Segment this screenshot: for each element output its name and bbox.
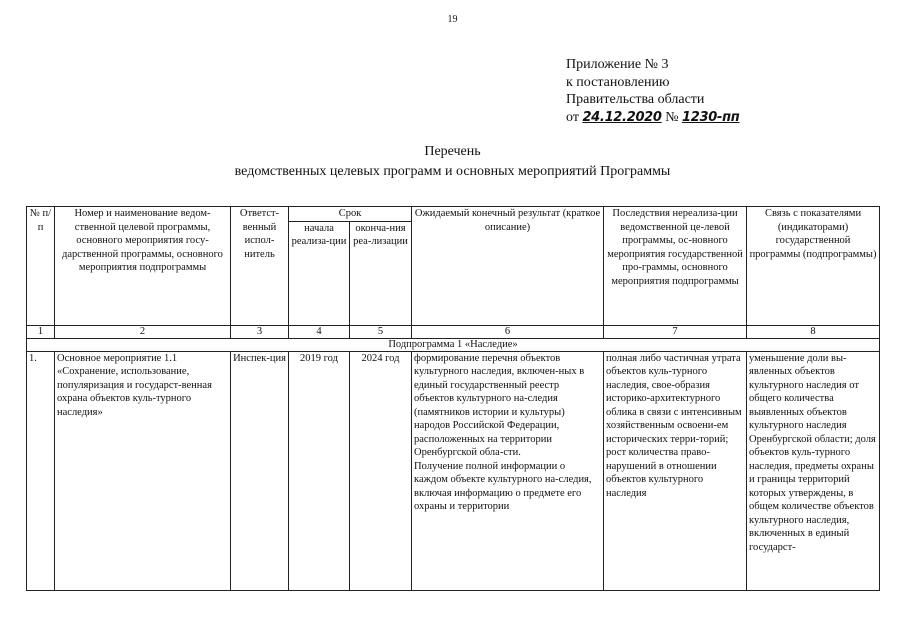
header-name: Номер и наименование ведом-ственной целевой программы, основного мероприятия госу-дарственной программы, основного мероприятия подпрограммы (55, 207, 231, 326)
appendix-line-3: Правительства области (566, 92, 705, 107)
table-row (27, 351, 880, 590)
document-title: Перечень (424, 144, 481, 159)
header-executor: Ответст-венный испол-нитель (231, 207, 289, 326)
column-numbers-row (27, 325, 880, 338)
row-consequences-paragraph: рост количества право-нарушений в отношении объектов культурного наследия (606, 447, 717, 499)
row-consequences (604, 351, 747, 590)
column-number: 7 (604, 325, 747, 338)
column-number: 6 (412, 325, 604, 338)
appendix-block (566, 56, 866, 126)
row-end: 2024 год (350, 351, 412, 590)
column-number: 1 (27, 325, 55, 338)
header-link: Связь с показателями (индикаторами) государственной программы (подпрограммы) (747, 207, 880, 326)
programs-table (26, 206, 880, 591)
appendix-line-4 (566, 109, 866, 127)
header-term: Срок (289, 207, 412, 222)
row-result (412, 351, 604, 590)
handwritten-number: 1230-пп (682, 109, 740, 125)
appendix-number-sign: № (665, 109, 679, 125)
row-result-paragraph: формирование перечня объектов культурного наследия, включен-ных в единый государственный реестр объектов культурного на-следия (памятников истории и культуры) народов Российской Федерации, расположенных на территории Оренбургской обла-сти. (414, 352, 585, 458)
row-num: 1. (27, 351, 55, 590)
header-consequences: Последствия нереализа-ции ведомственной це-левой программы, ос-новного мероприятия государственной про-граммы, основного мероприятия подпрограммы (604, 207, 747, 326)
column-number: 2 (55, 325, 231, 338)
row-name: Основное мероприятие 1.1 «Сохранение, использование, популяризация и государст-венная охрана объектов куль-турного наследия» (55, 351, 231, 590)
subprogram-heading: Подпрограмма 1 «Наследие» (27, 338, 880, 351)
appendix-line-1: Приложение № 3 (566, 57, 669, 72)
document-subtitle: ведомственных целевых программ и основных мероприятий Программы (234, 164, 671, 179)
row-executor: Инспек-ция (231, 351, 289, 590)
appendix-line-2: к постановлению (566, 74, 670, 90)
page-number: 19 (447, 14, 458, 25)
handwritten-date: 24.12.2020 (582, 109, 662, 125)
row-consequences-paragraph: полная либо частичная утрата объектов куль-турного наследия, свое-образия историко-архитектурного облика в связи с интенсивным хозяйственным освоени-ем исторических терри-торий; (606, 352, 742, 445)
header-num: № п/п (27, 207, 55, 326)
header-result: Ожидаемый конечный результат (краткое описание) (412, 207, 604, 326)
column-number: 3 (231, 325, 289, 338)
column-number: 8 (747, 325, 880, 338)
column-number: 5 (350, 325, 412, 338)
appendix-from-label: от (566, 109, 579, 125)
column-number: 4 (289, 325, 350, 338)
row-start: 2019 год (289, 351, 350, 590)
row-link: уменьшение доли вы-явленных объектов культурного наследия от общего количества выявленных объектов культурного наследия Оренбургской области; доля объектов куль-турного наследия, предметы охраны и границы территорий которых утверждены, в общем количестве объектов культурного наследия, включенных в единый государст- (747, 351, 880, 590)
row-result-paragraph: Получение полной информации о каждом объекте культурного на-следия, включая информацию о предмете его охраны и территории (414, 460, 592, 512)
header-end: оконча-ния реа-лизации (350, 221, 412, 325)
header-start: начала реализа-ции (289, 221, 350, 325)
